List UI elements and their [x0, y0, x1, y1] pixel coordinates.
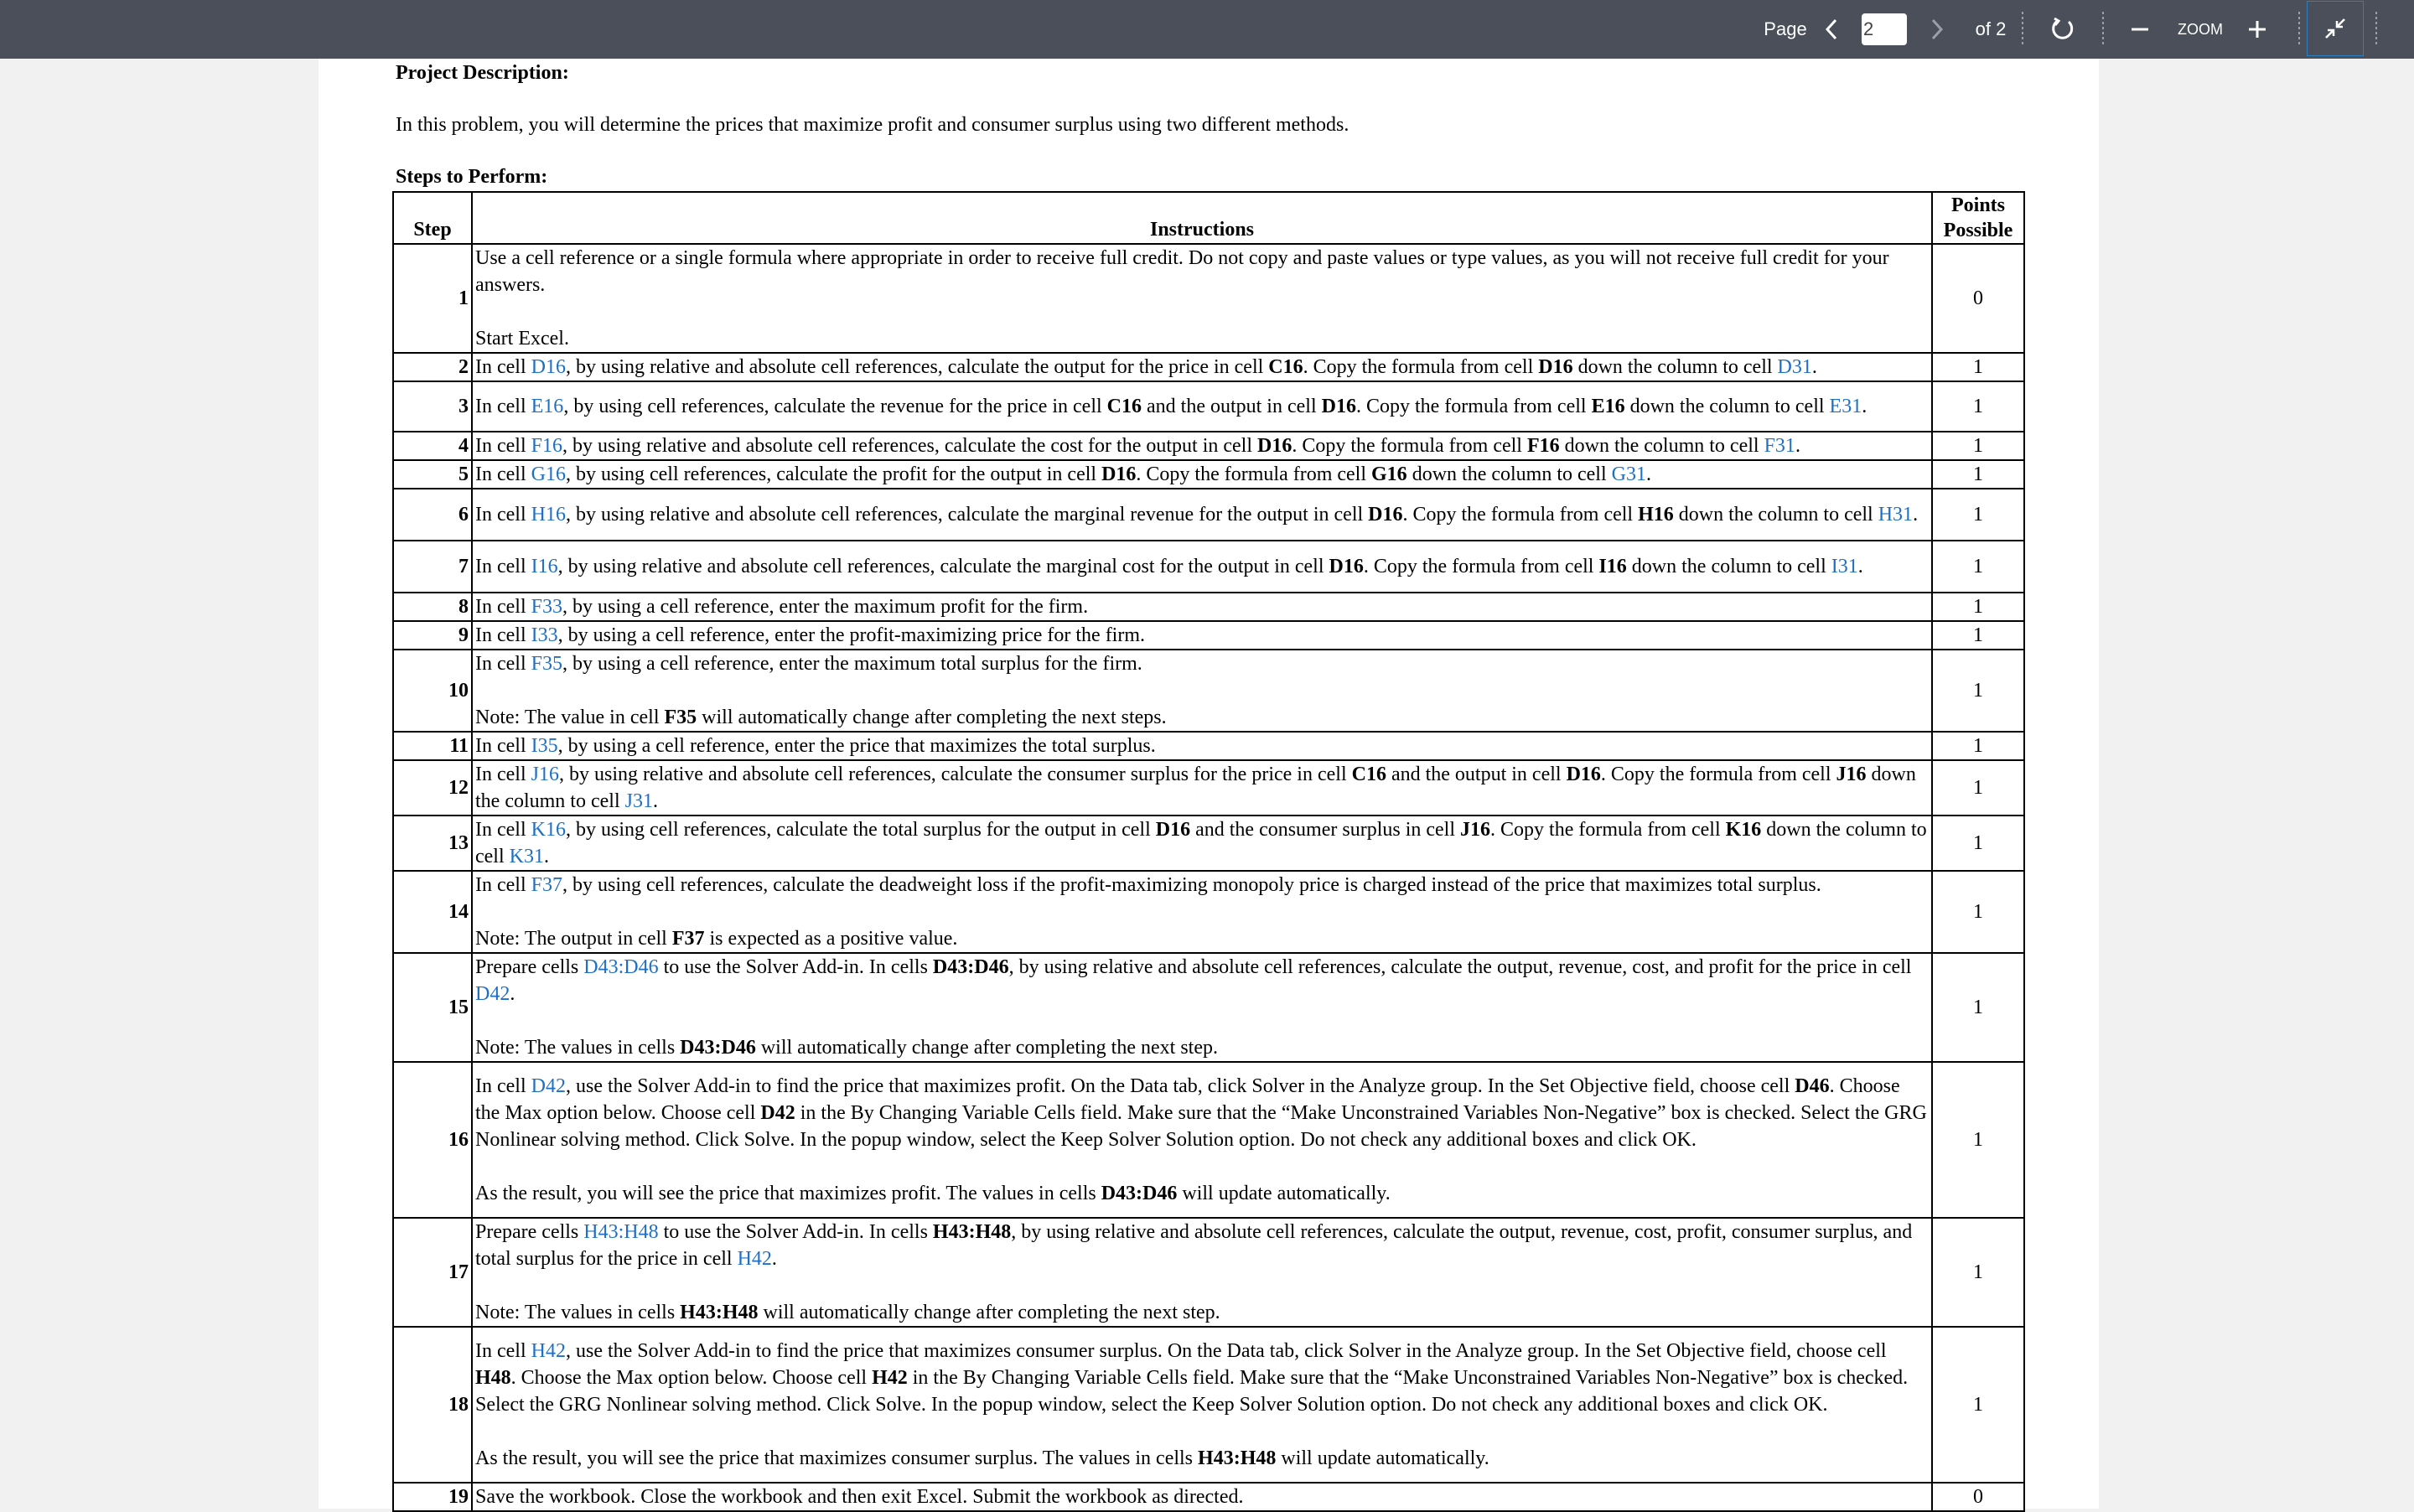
toolbar-divider: [2102, 12, 2104, 47]
toolbar-divider: [2298, 12, 2300, 47]
table-row: [393, 353, 2024, 381]
step-number: 9: [393, 621, 472, 650]
step-instruction: In cell I33, by using a cell reference, enter the profit-maximizing price for the firm.: [472, 621, 1932, 650]
table-row: [393, 871, 2024, 953]
project-description-heading: Project Description:: [396, 62, 569, 84]
table-row: [393, 816, 2024, 871]
step-instruction: In cell J16, by using relative and absolute cell references, calculate the consumer surplus for the price in cell C16 and the output in cell D16. Copy the formula from cell J16 down the column to cell J31.: [472, 760, 1932, 816]
step-points: 1: [1932, 650, 2024, 732]
step-points: 1: [1932, 760, 2024, 816]
table-header-row: [393, 192, 2024, 244]
table-row: [393, 244, 2024, 353]
step-points: 1: [1932, 353, 2024, 381]
collapse-icon: [2323, 17, 2347, 40]
rotate-button[interactable]: [2045, 0, 2079, 59]
step-points: 0: [1932, 244, 2024, 353]
page-label: Page: [1764, 18, 1807, 39]
step-points: 1: [1932, 381, 2024, 432]
step-number: 1: [393, 244, 472, 353]
table-row: [393, 732, 2024, 760]
step-points: 1: [1932, 541, 2024, 593]
table-row: [393, 381, 2024, 432]
table-row: [393, 593, 2024, 621]
steps-body: [393, 244, 2024, 1511]
intro-text: In this problem, you will determine the prices that maximize profit and consumer surplus using two different methods.: [396, 114, 1349, 136]
step-points: 1: [1932, 432, 2024, 460]
step-instruction: In cell F16, by using relative and absolute cell references, calculate the cost for the output in cell D16. Copy the formula from cell F16 down the column to cell F31.: [472, 432, 1932, 460]
minus-icon: [2130, 19, 2150, 39]
table-row: [393, 621, 2024, 650]
table-row: [393, 489, 2024, 541]
step-number: 19: [393, 1483, 472, 1511]
toolbar-divider: [2022, 12, 2023, 47]
plus-icon: [2247, 19, 2267, 39]
instructions-header: Instructions: [472, 192, 1932, 244]
step-instruction: Use a cell reference or a single formula where appropriate in order to receive full credit. Do not copy and paste values or type values, as you will not receive full credit for your answers. Start Excel.: [472, 244, 1932, 353]
step-number: 6: [393, 489, 472, 541]
step-points: 0: [1932, 1483, 2024, 1511]
pdf-toolbar: [0, 0, 2414, 59]
step-number: 15: [393, 953, 472, 1062]
steps-table: [392, 191, 2025, 1512]
table-row: [393, 650, 2024, 732]
steps-heading: Steps to Perform:: [396, 166, 548, 188]
step-number: 17: [393, 1218, 472, 1327]
table-row: [393, 953, 2024, 1062]
step-instruction: In cell F35, by using a cell reference, enter the maximum total surplus for the firm. Note: The value in cell F35 will automatically change after completing the next steps.: [472, 650, 1932, 732]
step-points: 1: [1932, 1218, 2024, 1327]
chevron-right-icon: [1930, 18, 1945, 41]
table-row: [393, 760, 2024, 816]
step-instruction: In cell H16, by using relative and absolute cell references, calculate the marginal revenue for the output in cell D16. Copy the formula from cell H16 down the column to cell H31.: [472, 489, 1932, 541]
page-count: of 2: [1975, 18, 2007, 39]
toolbar-divider: [2375, 12, 2377, 47]
step-instruction: In cell F33, by using a cell reference, enter the maximum profit for the firm.: [472, 593, 1932, 621]
step-number: 18: [393, 1327, 472, 1483]
table-row: [393, 460, 2024, 489]
step-instruction: In cell K16, by using cell references, calculate the total surplus for the output in cell D16 and the consumer surplus in cell J16. Copy the formula from cell K16 down the column to cell K31.: [472, 816, 1932, 871]
step-number: 5: [393, 460, 472, 489]
chevron-left-icon: [1824, 18, 1839, 41]
previous-page-button[interactable]: [1819, 0, 1844, 59]
exit-fullscreen-button[interactable]: [2307, 1, 2364, 56]
step-points: 1: [1932, 621, 2024, 650]
step-instruction: In cell D42, use the Solver Add-in to find the price that maximizes profit. On the Data tab, click Solver in the Analyze group. In the Set Objective field, choose cell D46. Choose the Max option below. Choose cell D42 in the By Changing Variable Cells field. Make sure that the “Make Unconstrained Variables Non-Negative” box is checked. Select the GRG Nonlinear solving method. Click Solve. In the popup window, select the Keep Solver Solution option. Do not check any additional boxes and click OK. As the result, you will see the price that maximizes profit. The values in cells D43:D46 will update automatically.: [472, 1062, 1932, 1218]
step-number: 14: [393, 871, 472, 953]
table-row: [393, 1062, 2024, 1218]
table-row: [393, 541, 2024, 593]
rotate-icon: [2049, 16, 2075, 43]
step-points: 1: [1932, 871, 2024, 953]
zoom-out-button[interactable]: [2126, 0, 2154, 59]
page-count-wrap: [1961, 0, 2020, 59]
zoom-label-wrap: [2171, 0, 2230, 59]
page-label-wrap: [1760, 0, 1810, 59]
table-row: [393, 1483, 2024, 1511]
step-number: 8: [393, 593, 472, 621]
next-page-button[interactable]: [1924, 0, 1950, 59]
zoom-in-button[interactable]: [2243, 0, 2272, 59]
step-instruction: Prepare cells D43:D46 to use the Solver Add-in. In cells D43:D46, by using relative and absolute cell references, calculate the output, revenue, cost, and profit for the price in cell D42. Note: The values in cells D43:D46 will automatically change after completing the next step.: [472, 953, 1932, 1062]
step-points: 1: [1932, 816, 2024, 871]
step-instruction: In cell H42, use the Solver Add-in to find the price that maximizes consumer surplus. On the Data tab, click Solver in the Analyze group. In the Set Objective field, choose cell H48. Choose the Max option below. Choose cell H42 in the By Changing Variable Cells field. Make sure that the “Make Unconstrained Variables Non-Negative” box is checked. Select the GRG Nonlinear solving method. Click Solve. In the popup window, select the Keep Solver Solution option. Do not check any additional boxes and click OK. As the result, you will see the price that maximizes consumer surplus. The values in cells H43:H48 will update automatically.: [472, 1327, 1932, 1483]
step-points: 1: [1932, 732, 2024, 760]
step-header: Step: [393, 192, 472, 244]
step-instruction: Save the workbook. Close the workbook and then exit Excel. Submit the workbook as directed.: [472, 1483, 1932, 1511]
step-number: 12: [393, 760, 472, 816]
step-number: 16: [393, 1062, 472, 1218]
step-number: 4: [393, 432, 472, 460]
points-header: Points Possible: [1932, 192, 2024, 244]
page-number-input[interactable]: [1862, 13, 1907, 45]
step-number: 3: [393, 381, 472, 432]
step-points: 1: [1932, 953, 2024, 1062]
step-instruction: In cell F37, by using cell references, calculate the deadweight loss if the profit-maximizing monopoly price is charged instead of the price that maximizes total surplus. Note: The output in cell F37 is expected as a positive value.: [472, 871, 1932, 953]
step-instruction: In cell I35, by using a cell reference, enter the price that maximizes the total surplus.: [472, 732, 1932, 760]
step-number: 2: [393, 353, 472, 381]
table-row: [393, 1327, 2024, 1483]
step-points: 1: [1932, 489, 2024, 541]
step-instruction: In cell E16, by using cell references, calculate the revenue for the price in cell C16 and the output in cell D16. Copy the formula from cell E16 down the column to cell E31.: [472, 381, 1932, 432]
step-instruction: Prepare cells H43:H48 to use the Solver Add-in. In cells H43:H48, by using relative and absolute cell references, calculate the output, revenue, cost, profit, consumer surplus, and total surplus for the price in cell H42. Note: The values in cells H43:H48 will automatically change after completing the next step.: [472, 1218, 1932, 1327]
step-number: 13: [393, 816, 472, 871]
step-points: 1: [1932, 593, 2024, 621]
step-points: 1: [1932, 1062, 2024, 1218]
step-instruction: In cell G16, by using cell references, calculate the profit for the output in cell D16. Copy the formula from cell G16 down the column to cell G31.: [472, 460, 1932, 489]
table-row: [393, 432, 2024, 460]
table-row: [393, 1218, 2024, 1327]
step-points: 1: [1932, 460, 2024, 489]
step-points: 1: [1932, 1327, 2024, 1483]
zoom-label: ZOOM: [2178, 20, 2223, 38]
step-instruction: In cell I16, by using relative and absolute cell references, calculate the marginal cost for the output in cell D16. Copy the formula from cell I16 down the column to cell I31.: [472, 541, 1932, 593]
step-instruction: In cell D16, by using relative and absolute cell references, calculate the output for the price in cell C16. Copy the formula from cell D16 down the column to cell D31.: [472, 353, 1932, 381]
step-number: 7: [393, 541, 472, 593]
step-number: 10: [393, 650, 472, 732]
step-number: 11: [393, 732, 472, 760]
